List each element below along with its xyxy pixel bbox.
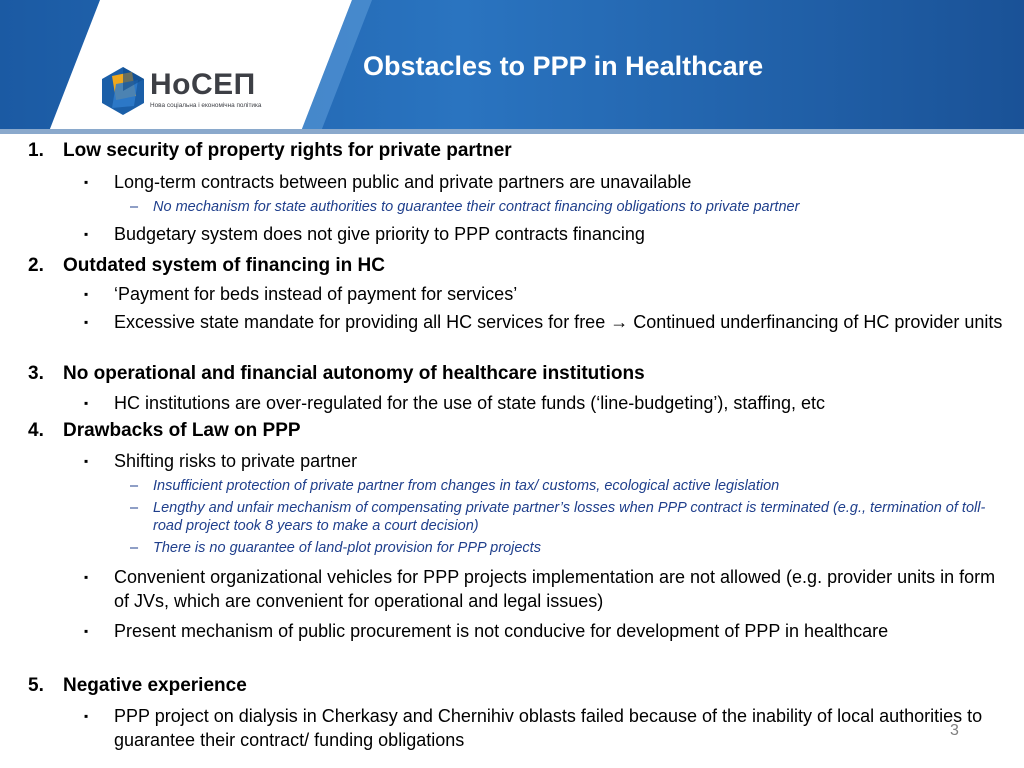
sub-list-item xyxy=(130,477,990,495)
bullet-icon: ▪ xyxy=(84,396,89,410)
section-heading xyxy=(28,254,385,278)
dash-icon: – xyxy=(130,199,139,215)
bullet-text: ‘Payment for beds instead of payment for services’ xyxy=(114,284,518,304)
list-item xyxy=(84,222,1004,246)
list-item xyxy=(84,391,1004,415)
bullet-icon: ▪ xyxy=(84,227,89,241)
section-heading xyxy=(28,674,247,698)
bullet-icon: ▪ xyxy=(84,315,89,329)
section-title: Drawbacks of Law on PPP xyxy=(63,420,301,441)
logo-wordmark: НоСЕП xyxy=(150,68,256,101)
sub-bullet-text: Insufficient protection of private partner from changes in tax/ customs, ecological active legislation xyxy=(153,478,780,494)
slide-header xyxy=(0,0,1024,134)
list-item xyxy=(84,619,1004,643)
section-number: 3. xyxy=(28,363,44,384)
section-number: 4. xyxy=(28,420,44,441)
sub-bullet-text: There is no guarantee of land-plot provision for PPP projects xyxy=(153,540,541,556)
logo-mark-icon xyxy=(98,66,148,116)
bullet-icon: ▪ xyxy=(84,175,89,189)
section-heading xyxy=(28,362,645,386)
bullet-icon: ▪ xyxy=(84,624,89,638)
bullet-icon: ▪ xyxy=(84,287,89,301)
list-item xyxy=(84,282,1004,306)
slide-title: Obstacles to PPP in Healthcare xyxy=(363,51,764,81)
sub-list-item xyxy=(130,539,990,557)
dash-icon: – xyxy=(130,540,139,556)
section-number: 5. xyxy=(28,675,44,696)
section-title: Outdated system of financing in HC xyxy=(63,255,385,276)
bullet-text: PPP project on dialysis in Cherkasy and Chernihiv oblasts failed because of the inability of local authorities to guarantee their contract/ funding obligations xyxy=(114,706,983,750)
bullet-text: Present mechanism of public procurement is not conducive for development of PPP in healthcare xyxy=(114,621,889,641)
section-number: 1. xyxy=(28,140,44,161)
bullet-text: Excessive state mandate for providing all HC services for free → Continued underfinancing of HC provider units xyxy=(114,312,1003,332)
bullet-text: Convenient organizational vehicles for PPP projects implementation are not allowed (e.g. provider units in form of JVs, which are convenient for operational and legal issues) xyxy=(114,567,996,611)
section-heading xyxy=(28,419,301,443)
bullet-text: Budgetary system does not give priority to PPP contracts financing xyxy=(114,224,645,244)
section-number: 2. xyxy=(28,255,44,276)
bullet-icon: ▪ xyxy=(84,709,89,723)
bullet-text: Shifting risks to private partner xyxy=(114,451,358,471)
dash-icon: – xyxy=(130,500,139,516)
sub-bullet-text: Lengthy and unfair mechanism of compensating private partner’s losses when PPP contract is terminated (e.g., termination of toll-road project took 8 years to make a court decision) xyxy=(153,500,986,534)
bullet-text: HC institutions are over-regulated for the use of state funds (‘line-budgeting’), staffing, etc xyxy=(114,393,826,413)
bullet-icon: ▪ xyxy=(84,454,89,468)
bullet-icon: ▪ xyxy=(84,570,89,584)
page-number: 3 xyxy=(950,722,959,739)
section-title: No operational and financial autonomy of healthcare institutions xyxy=(63,363,645,384)
list-item xyxy=(84,170,1004,194)
list-item xyxy=(84,449,1004,473)
section-title: Low security of property rights for private partner xyxy=(63,140,512,161)
sub-list-item xyxy=(130,198,990,216)
list-item xyxy=(84,565,1004,613)
sub-list-item xyxy=(130,499,990,535)
list-item xyxy=(84,310,1004,334)
dash-icon: – xyxy=(130,478,139,494)
logo-tagline: Нова соціальна і економічна політика xyxy=(150,102,262,109)
sub-bullet-text: No mechanism for state authorities to guarantee their contract financing obligations to private partner xyxy=(153,199,800,215)
bullet-text: Long-term contracts between public and private partners are unavailable xyxy=(114,172,692,192)
logo xyxy=(98,66,278,118)
section-heading xyxy=(28,139,512,163)
list-item xyxy=(84,704,1004,752)
section-title: Negative experience xyxy=(63,675,247,696)
